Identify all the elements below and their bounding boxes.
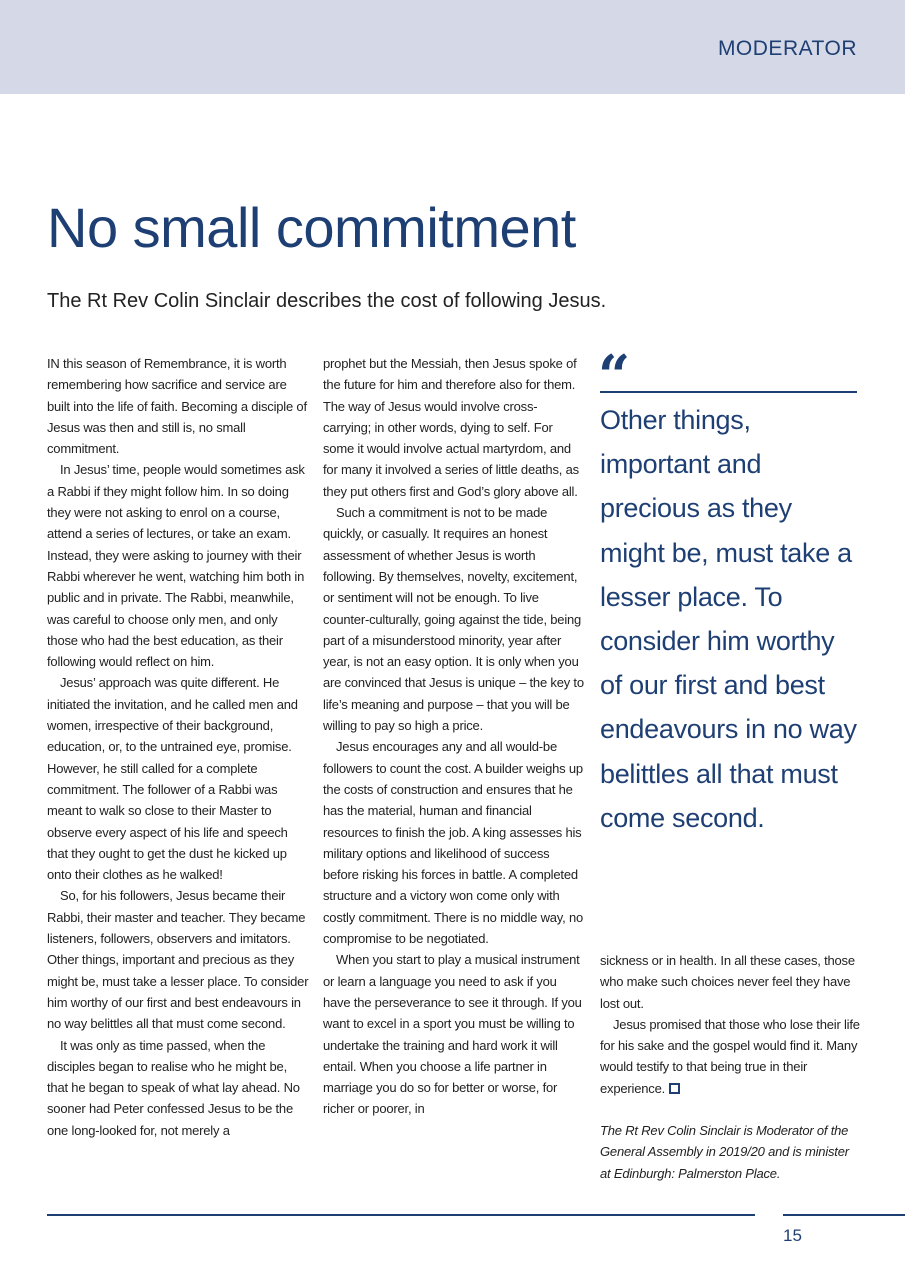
pullquote: Other things, important and precious as they might be, must take a lesser place. To consider him worthy of our first and best endeavours in no way belittles all that must come second.	[600, 405, 857, 833]
body-column-2	[323, 353, 585, 1120]
body-paragraph	[600, 1014, 862, 1099]
body-column-1	[47, 353, 309, 1141]
end-of-article-icon	[669, 1083, 680, 1094]
article-standfirst: The Rt Rev Colin Sinclair describes the cost of following Jesus.	[47, 290, 607, 312]
pullquote-rule	[600, 391, 857, 393]
body-paragraph: sickness or in health. In all these cases, those who make such choices never feel they have lost out.	[600, 953, 855, 1011]
footer-rule-page	[783, 1214, 905, 1216]
body-column-3	[600, 950, 862, 1184]
body-paragraph: Jesus’ approach was quite different. He initiated the invitation, and he called men and women, irrespective of their background, education, or, to the untrained eye, promise. However, he still called for a complete commitment. The follower of a Rabbi was meant to walk so close to their Master to observe every aspect of his life and speech that they ought to get the dust he kicked up onto their clothes as he walked!	[47, 675, 298, 883]
section-label: MODERATOR	[717, 37, 857, 60]
body-paragraph: IN this season of Remembrance, it is worth remembering how sacrifice and service are built into the life of faith. Becoming a disciple of Jesus was then and still is, no small commitment.	[47, 356, 307, 457]
article-title: No small commitment	[47, 196, 576, 259]
footer-rule	[47, 1214, 755, 1216]
body-paragraph: It was only as time passed, when the disciples began to realise who he might be, that he began to speak of what lay ahead. No sooner had Peter confessed Jesus to be the one long-looked for, not merely a	[47, 1037, 300, 1138]
page-number: 15	[783, 1226, 802, 1245]
body-paragraph: In Jesus’ time, people would sometimes ask a Rabbi if they might follow him. In so doing they were not asking to enrol on a course, attend a series of lectures, or take an exam. Instead, they were asking to journey with their Rabbi wherever he went, watching him both in public and in private. The Rabbi, meanwhile, was careful to choose only men, and only those who had the best education, as their following would reflect on him.	[47, 462, 305, 670]
body-paragraph-text: Jesus promised that those who lose their life for his sake and the gospel would find it. Many would testify to that being true in their experience.	[600, 1016, 860, 1096]
body-paragraph: When you start to play a musical instrument or learn a language you need to ask if you have the perseverance to see it through. If you want to excel in a sport you must be willing to undertake the training and hard work it will entail. When you choose a life partner in marriage you do so for better or worse, for richer or poorer, in	[323, 952, 582, 1117]
body-paragraph: Such a commitment is not to be made quickly, or casually. It requires an honest assessment of whether Jesus is worth following. By themselves, novelty, excitement, or sentiment will not be enough. To live counter-culturally, going against the tide, being part of a misunderstood minority, year after year, is not an easy option. It is only when you are convinced that Jesus is unique – the key to life’s meaning and purpose – that you will be willing to pay so high a price.	[323, 505, 584, 734]
body-paragraph: prophet but the Messiah, then Jesus spoke of the future for him and therefore also for them. The way of Jesus would involve cross-carrying; in other words, dying to self. For some it would involve actual martyrdom, and for many it involved a series of little deaths, as they put others first and God’s glory above all.	[323, 356, 579, 499]
quote-mark-icon: “	[598, 343, 631, 409]
body-paragraph: Jesus encourages any and all would-be followers to count the cost. A builder weighs up the costs of construction and ensures that he has the material, human and financial resources to finish the job. A king assesses his military options and likelihood of success before risking his forces in battle. A completed structure and a victory won come only with costly commitment. There is no middle way, no compromise to be negotiated.	[323, 739, 584, 947]
author-bio: The Rt Rev Colin Sinclair is Moderator of the General Assembly in 2019/20 and is minister at Edinburgh: Palmerston Place.	[600, 1123, 849, 1181]
body-paragraph: So, for his followers, Jesus became their Rabbi, their master and teacher. They became listeners, followers, observers and imitators. Other things, important and precious as they might be, must take a lesser place. To consider him worthy of our first and best endeavours in no way belittles all that must come second.	[47, 888, 309, 1032]
